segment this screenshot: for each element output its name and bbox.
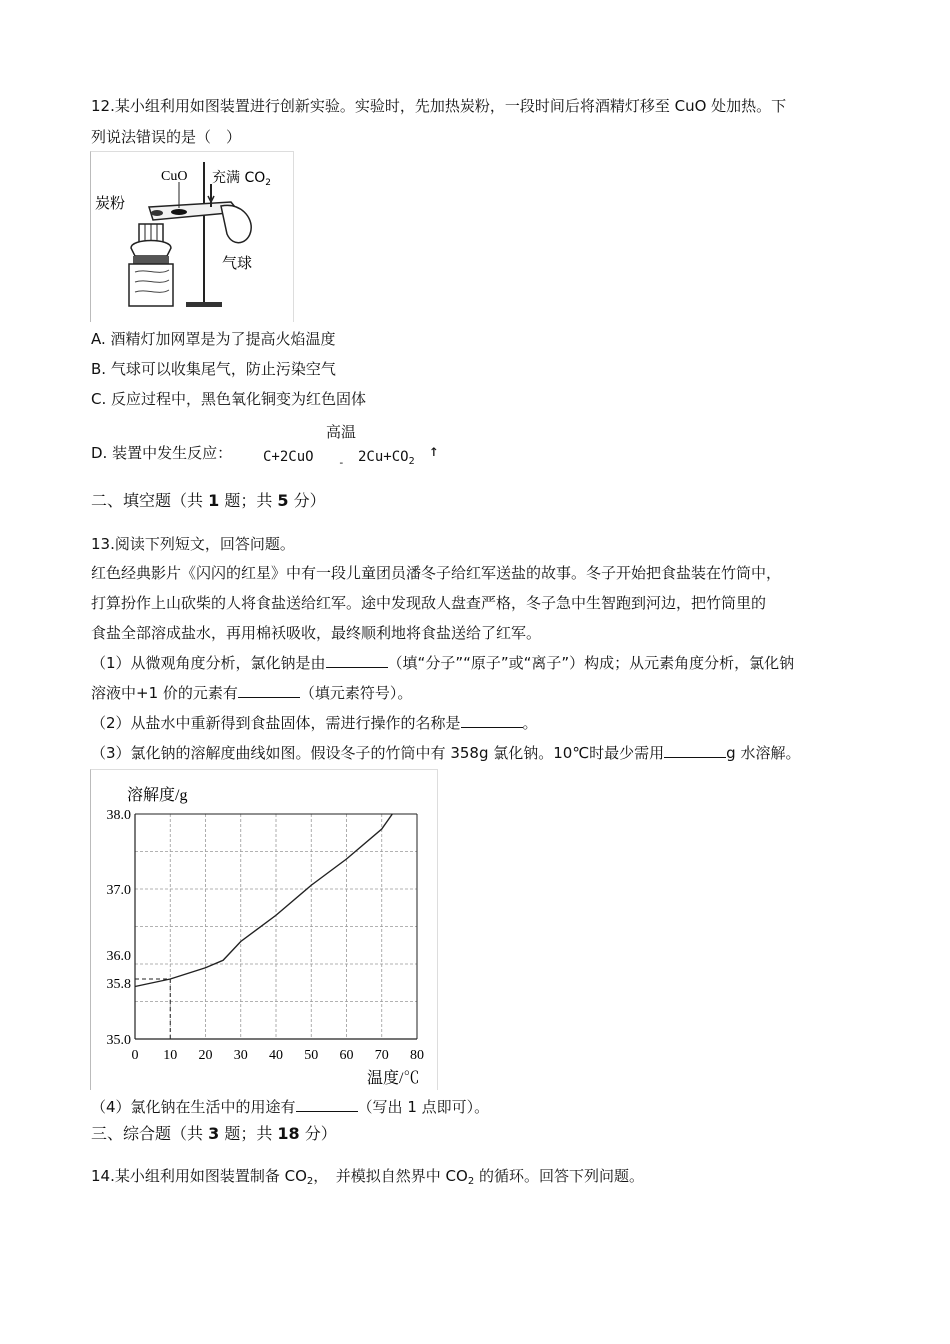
q14-a-sub: 2 <box>306 1176 314 1187</box>
q13-part4 <box>91 1097 489 1117</box>
q12-option-a: A. 酒精灯加网罩是为了提高火焰温度 <box>91 330 336 348</box>
chart-series <box>135 814 392 1039</box>
section2-score: 5 <box>277 491 289 510</box>
chart-xlabel: 温度/℃ <box>367 1070 420 1087</box>
q14-text <box>91 1166 644 1192</box>
q12-option-b: B. 气球可以收集尾气，防止污染空气 <box>91 360 336 378</box>
q13-part2-b: 。 <box>522 714 538 732</box>
label-balloon: 气球 <box>222 254 253 272</box>
label-co2-sub: 2 <box>265 178 271 188</box>
section3-mid: 题；共 <box>219 1124 278 1143</box>
x-tick-label: 50 <box>304 1048 319 1063</box>
q13-part2 <box>91 713 538 733</box>
x-tick-label: 20 <box>198 1048 213 1063</box>
y-tick-label: 35.0 <box>106 1033 131 1048</box>
section-heading-comprehensive <box>91 1124 337 1144</box>
q13-part1-line2 <box>91 683 412 703</box>
reaction-condition: 高温 <box>326 423 357 441</box>
equation-left: C+2CuO <box>263 449 314 465</box>
x-tick-label: 0 <box>131 1048 139 1063</box>
equation-right: 2Cu+CO <box>358 449 409 465</box>
q13-para1: 红色经典影片《闪闪的红星》中有一段儿童团员潘冬子给红军送盐的故事。冬子开始把食盐装在竹筒中， <box>91 564 782 582</box>
answer-blank-2[interactable] <box>238 683 300 698</box>
q12-text-line1: 12.某小组利用如图装置进行创新实验。实验时，先加热炭粉，一段时间后将酒精灯移至 CuO 处加热。下 <box>91 97 787 115</box>
q12-option-d: D. 装置中发生反应： <box>91 444 233 462</box>
section3-score: 18 <box>277 1124 300 1143</box>
q13-para2: 打算扮作上山砍柴的人将食盐送给红军。途中发现敌人盘查严格，冬子急中生智跑到河边，把竹筒里的 <box>91 594 767 612</box>
label-co2: 充满 CO <box>212 170 266 186</box>
q13-part3 <box>91 743 800 763</box>
q13-part1-b: （填“分子”“原子”或“离子”）构成；从元素角度分析，氯化钠 <box>387 654 795 672</box>
q13-part1-c: 溶液中+1 价的元素有 <box>91 684 238 702</box>
q14-a: 14.某小组利用如图装置制备 CO <box>91 1167 307 1185</box>
answer-blank-1[interactable] <box>326 653 388 668</box>
answer-blank-3[interactable] <box>461 713 523 728</box>
section2-post: 分） <box>288 491 326 510</box>
answer-blank-5[interactable] <box>296 1097 358 1112</box>
equation-sign: - <box>338 456 345 469</box>
solubility-chart-svg <box>91 770 437 1090</box>
x-tick-label: 30 <box>233 1048 248 1063</box>
q13-part4-b: （写出 1 点即可）。 <box>357 1098 490 1116</box>
label-cuo: CuO <box>161 169 188 184</box>
q14-b: ， 并模拟自然界中 CO <box>313 1167 468 1185</box>
q14-b-sub: 2 <box>467 1176 475 1187</box>
equation-right-sub: 2 <box>408 456 415 467</box>
chart-ylabel: 溶解度/g <box>127 787 188 804</box>
section2-pre: 二、填空题（共 <box>91 491 209 510</box>
q13-part1-line1 <box>91 653 794 673</box>
q13-para3: 食盐全部溶成盐水，再用棉袄吸收，最终顺利地将食盐送给了红军。 <box>91 624 542 642</box>
q12-text-line2: 列说法错误的是（ ） <box>91 128 242 146</box>
section-heading-fill-in <box>91 491 326 511</box>
apparatus-figure <box>90 151 294 322</box>
svg-text:充满 CO2 <box>212 169 271 188</box>
answer-blank-4[interactable] <box>664 743 726 758</box>
y-tick-label: 38.0 <box>106 808 131 823</box>
y-tick-label: 35.8 <box>106 977 131 992</box>
gas-arrow: ↑ <box>429 441 439 460</box>
apparatus-drawing <box>91 152 293 322</box>
q13-part3-a: （3）氯化钠的溶解度曲线如图。假设冬子的竹筒中有 358g 氯化钠。10℃时最少需用 <box>91 744 665 762</box>
q14-c: 的循环。回答下列问题。 <box>474 1167 644 1185</box>
q13-title: 13.阅读下列短文，回答问题。 <box>91 535 295 553</box>
section3-post: 分） <box>299 1124 337 1143</box>
y-tick-label: 37.0 <box>106 883 131 898</box>
section2-mid: 题；共 <box>219 491 278 510</box>
x-tick-label: 70 <box>374 1048 389 1063</box>
q12-option-c: C. 反应过程中，黑色氧化铜变为红色固体 <box>91 390 367 408</box>
x-tick-label: 10 <box>163 1048 178 1063</box>
solubility-curve <box>135 814 392 987</box>
solubility-chart <box>90 769 438 1090</box>
section3-count: 3 <box>208 1124 220 1143</box>
chart-grid <box>135 814 417 1039</box>
q13-part1-d: （填元素符号）。 <box>299 684 413 702</box>
equation-right-group <box>358 449 415 467</box>
section3-pre: 三、综合题（共 <box>91 1124 209 1143</box>
q13-part4-a: （4）氯化钠在生活中的用途有 <box>91 1098 296 1116</box>
q13-part2-a: （2）从盐水中重新得到食盐固体，需进行操作的名称是 <box>91 714 461 732</box>
x-tick-label: 40 <box>269 1048 283 1063</box>
y-tick-label: 36.0 <box>106 949 131 964</box>
chart-tick-labels <box>107 808 425 1063</box>
x-tick-label: 60 <box>339 1048 354 1063</box>
q13-part1-a: （1）从微观角度分析，氯化钠是由 <box>91 654 326 672</box>
x-tick-label: 80 <box>410 1048 424 1063</box>
section2-count: 1 <box>208 491 220 510</box>
label-carbon: 炭粉 <box>95 194 126 212</box>
q13-part3-b: g 水溶解。 <box>726 744 801 762</box>
